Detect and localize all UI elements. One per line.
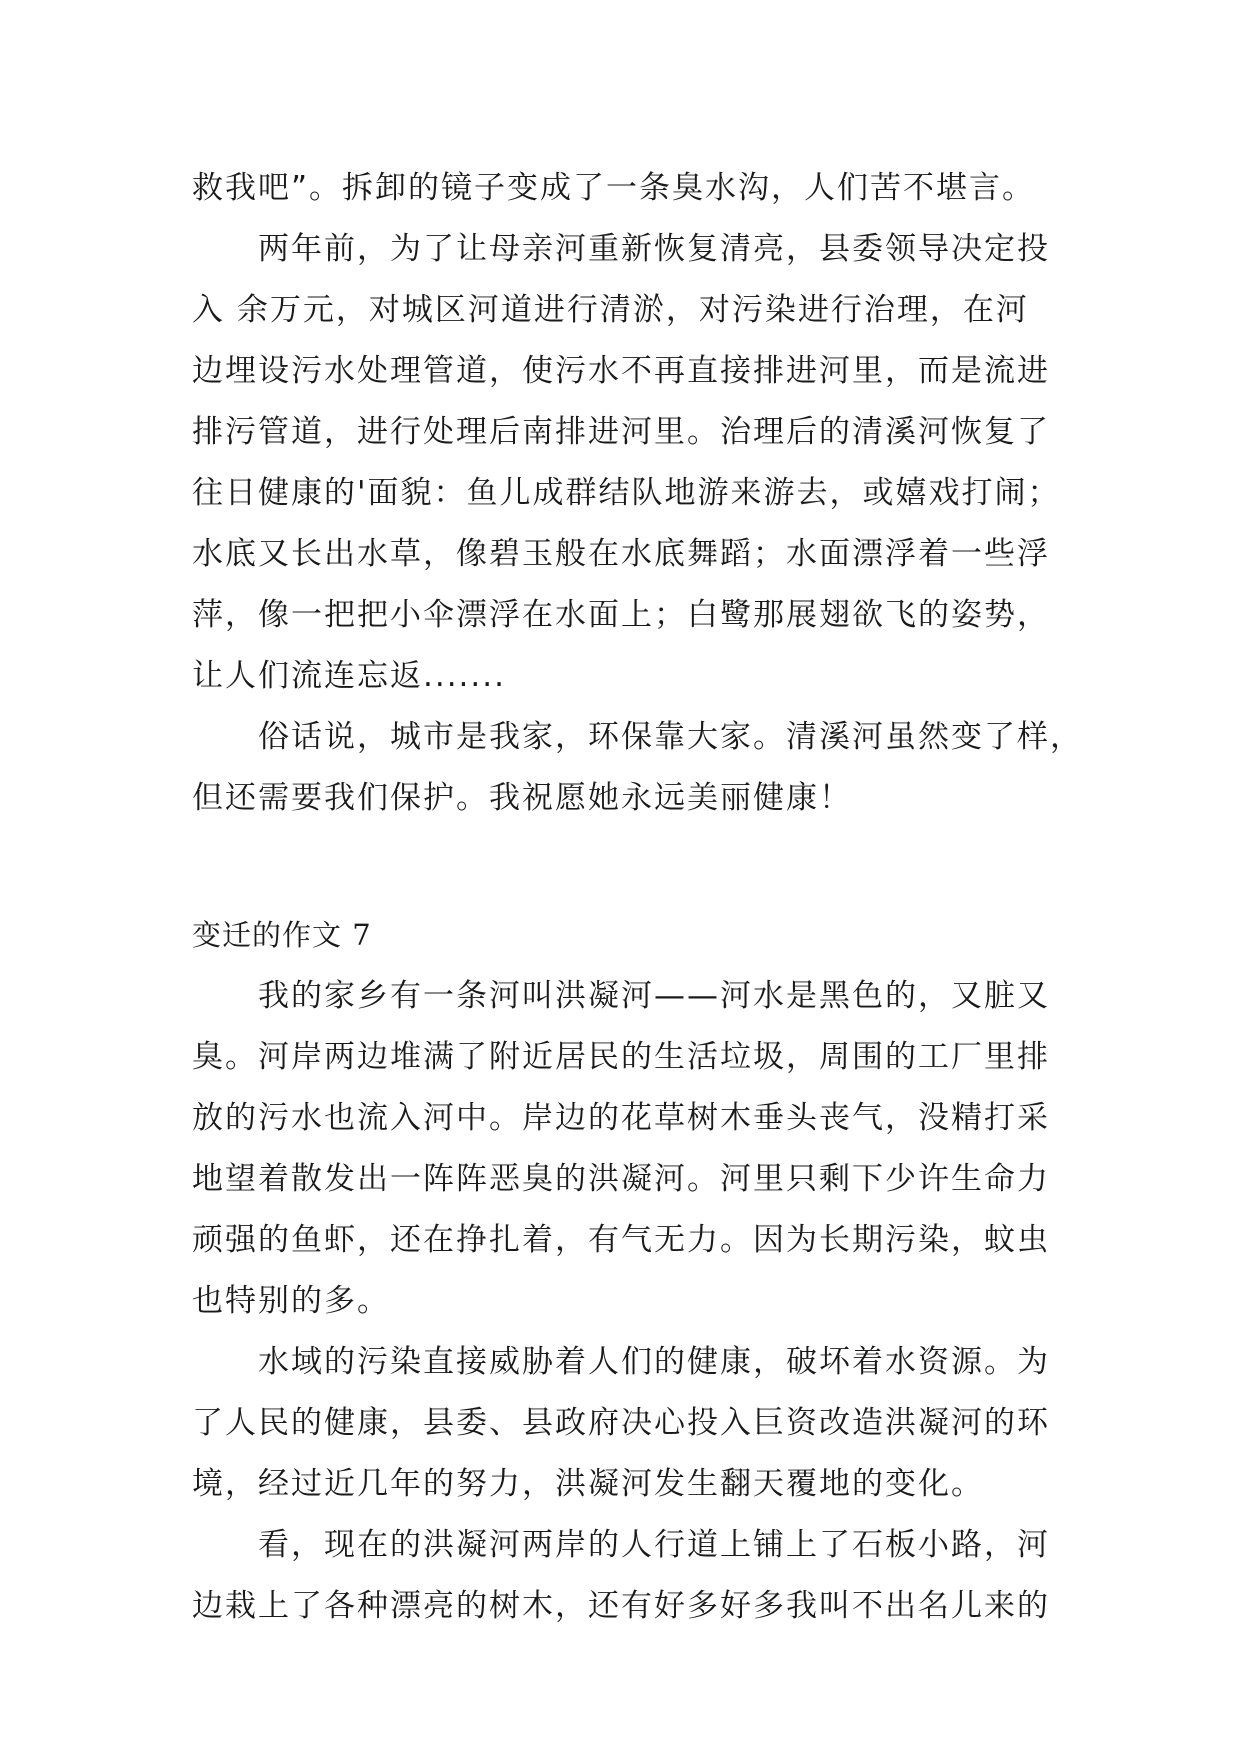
paragraph-line: 顽强的鱼虾，还在挣扎着，有气无力。因为长期污染，蚊虫 bbox=[192, 1222, 1050, 1258]
paragraph-line: 境，经过近几年的努力，洪凝河发生翻天覆地的变化。 bbox=[192, 1466, 984, 1502]
paragraph-line: 臭。河岸两边堆满了附近居民的生活垃圾，周围的工厂里排 bbox=[192, 1039, 1050, 1075]
document-body bbox=[192, 158, 1083, 1637]
paragraph-line: 水底又长出水草，像碧玉般在水底舞蹈；水面漂浮着一些浮 bbox=[192, 536, 1050, 572]
paragraph-line: 往日健康的'面貌：鱼儿成群结队地游来游去，或嬉戏打闹； bbox=[192, 475, 1061, 511]
section-heading: 变迁的作文 7 bbox=[192, 918, 372, 952]
paragraph-line: 地望着散发出一阵阵恶臭的洪凝河。河里只剩下少许生命力 bbox=[192, 1161, 1050, 1197]
paragraph-line: 让人们流连忘返....... bbox=[192, 658, 506, 694]
paragraph-line: 看，现在的洪凝河两岸的人行道上铺上了石板小路，河 bbox=[258, 1527, 1050, 1563]
paragraph-line: 萍，像一把把小伞漂浮在水面上；白鹭那展翅欲飞的姿势， bbox=[192, 597, 1050, 633]
paragraph-line: 排污管道，进行处理后南排进河里。治理后的清溪河恢复了 bbox=[192, 414, 1050, 450]
paragraph-line: 但还需要我们保护。我祝愿她永远美丽健康！ bbox=[192, 780, 852, 816]
section-gap bbox=[192, 829, 1062, 905]
paragraph-line: 救我吧”。拆卸的镜子变成了一条臭水沟，人们苦不堪言。 bbox=[192, 170, 1036, 206]
paragraph-line: 俗话说，城市是我家，环保靠大家。清溪河虽然变了样， bbox=[258, 719, 1083, 755]
paragraph-line: 边埋设污水处理管道，使污水不再直接排进河里，而是流进 bbox=[192, 353, 1050, 389]
paragraph-line: 水域的污染直接威胁着人们的健康，破坏着水资源。为 bbox=[258, 1344, 1050, 1380]
paragraph-line: 入 余万元，对城区河道进行清淤，对污染进行治理，在河 bbox=[192, 292, 1029, 328]
paragraph-line: 我的家乡有一条河叫洪凝河——河水是黑色的，又脏又 bbox=[258, 978, 1050, 1014]
paragraph-line: 两年前，为了让母亲河重新恢复清亮，县委领导决定投 bbox=[258, 231, 1050, 267]
paragraph-line: 了人民的健康，县委、县政府决心投入巨资改造洪凝河的环 bbox=[192, 1405, 1050, 1441]
paragraph-line: 放的污水也流入河中。岸边的花草树木垂头丧气，没精打采 bbox=[192, 1100, 1050, 1136]
paragraph-line: 也特别的多。 bbox=[192, 1283, 390, 1319]
paragraph-line: 边栽上了各种漂亮的树木，还有好多好多我叫不出名儿来的 bbox=[192, 1588, 1050, 1624]
